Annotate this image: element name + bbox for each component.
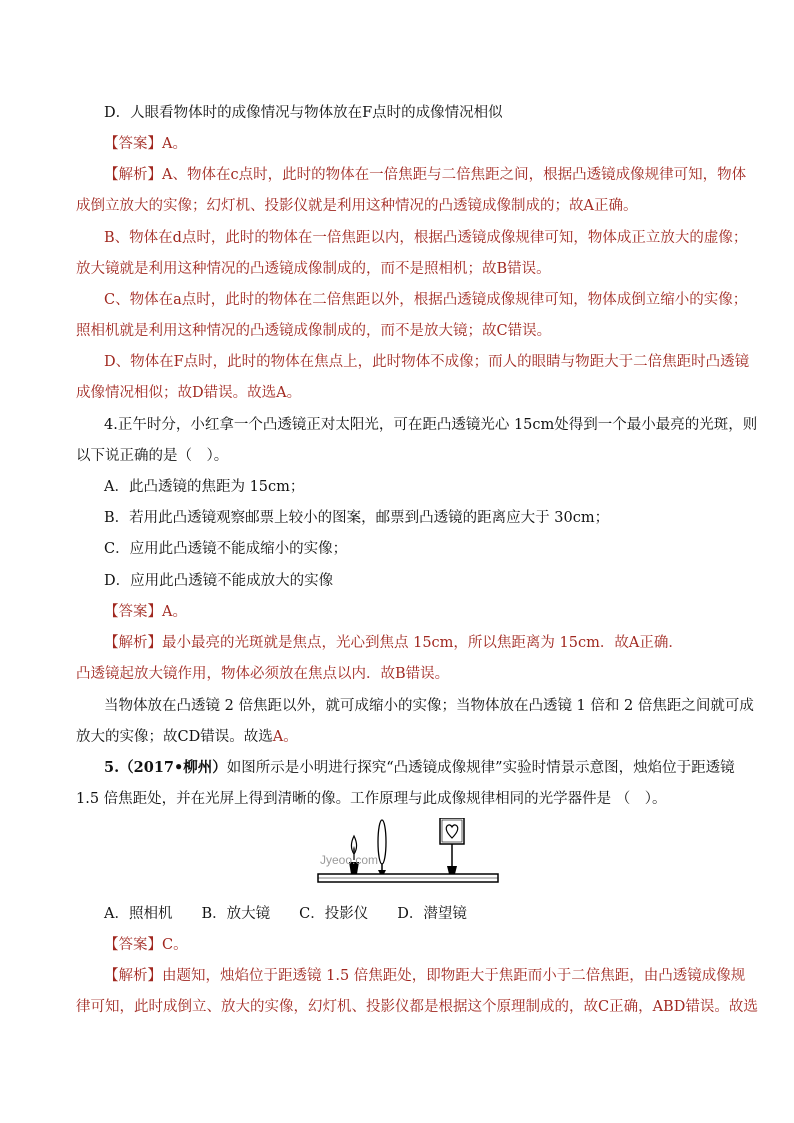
q5-options: A．照相机 B．放大镜 C．投影仪 D．潜望镜	[104, 906, 467, 922]
q5-analysis-line2: 律可知，此时成倒立、放大的实像，幻灯机、投影仪都是根据这个原理制成的，故C正确，ABD错误。故选	[76, 999, 758, 1015]
q4-option-d: D．应用此凸透镜不能成放大的实像	[104, 573, 334, 589]
figure-watermark: Jyeoo.com	[320, 853, 379, 867]
q4-analysis-line3: 当物体放在凸透镜 2 倍焦距以外，就可成缩小的实像；当物体放在凸透镜 1 倍和 2 倍焦距之间就可成	[104, 698, 754, 714]
analysis-label: 【解析】	[104, 968, 162, 984]
q4-analysis-line2: 凸透镜起放大镜作用，物体必须放在焦点以内．故B错误。	[76, 666, 450, 682]
analysis-label: 【解析】	[104, 167, 162, 183]
analysis-label: 【解析】	[104, 635, 162, 651]
q3-analysis-line1	[104, 165, 746, 185]
q4-analysis-line4	[76, 727, 298, 747]
q3-analysis-line6: 照相机就是利用这种情况的凸透镜成像制成的，而不是放大镜；故C错误。	[76, 323, 552, 339]
answer-label: 【答案】	[104, 136, 162, 152]
q5-analysis-line1	[104, 966, 745, 986]
light-screen	[440, 818, 464, 874]
q4-option-b: B．若用此凸透镜观察邮票上较小的图案，邮票到凸透镜的距离应大于 30cm；	[104, 510, 610, 526]
q3-option-d: D．人眼看物体时的成像情况与物体放在F点时的成像情况相似	[104, 105, 503, 121]
q5-stem-line1	[104, 758, 735, 778]
q4-option-a: A．此凸透镜的焦距为 15cm；	[104, 479, 305, 495]
q4-stem-line2: 以下说正确的是（ ）。	[76, 448, 229, 464]
q3-analysis-line4: 放大镜就是利用这种情况的凸透镜成像制成的，而不是照相机；故B错误。	[76, 261, 551, 277]
q4-stem-line1: 4.正午时分，小红拿一个凸透镜正对太阳光，可在距凸透镜光心 15cm处得到一个最小最亮的光斑，则	[104, 417, 758, 433]
q4-analysis-line1	[104, 633, 683, 653]
q5-stem-line2: 1.5 倍焦距处，并在光屏上得到清晰的像。工作原理与此成像规律相同的光学器件是 （ ）。	[76, 791, 667, 807]
answer-label: 【答案】	[104, 937, 162, 953]
q4-option-c: C．应用此凸透镜不能成缩小的实像；	[104, 541, 348, 557]
answer-value: A。	[162, 604, 187, 620]
q3-answer	[104, 134, 187, 154]
analysis-text: 由题知，烛焰位于距透镜 1.5 倍焦距处，即物距大于焦距而小于二倍焦距，由凸透镜成像规	[162, 968, 746, 984]
answer-value: A。	[162, 136, 187, 152]
q4-answer	[104, 602, 187, 622]
optical-bench-figure	[316, 818, 500, 892]
convex-lens	[378, 820, 386, 874]
analysis-answer: A。	[272, 729, 298, 745]
answer-label: 【答案】	[104, 604, 162, 620]
q5-answer	[104, 935, 188, 955]
analysis-text: A、物体在c点时，此时的物体在一倍焦距与二倍焦距之间，根据凸透镜成像规律可知，物体	[162, 167, 747, 183]
q3-analysis-line5: C、物体在a点时，此时的物体在二倍焦距以外，根据凸透镜成像规律可知，物体成倒立缩小的实像；	[104, 292, 748, 308]
q3-analysis-line7: D、物体在F点时，此时的物体在焦点上，此时物体不成像；而人的眼睛与物距大于二倍焦距时凸透镜	[104, 354, 750, 370]
answer-value: C。	[162, 937, 188, 953]
analysis-text: 放大的实像；故CD错误。故选	[76, 729, 273, 745]
q5-source: 5.（2017•柳州）	[104, 759, 227, 776]
q3-analysis-line3: B、物体在d点时，此时的物体在一倍焦距以内，根据凸透镜成像规律可知，物体成正立放大的虚像；	[104, 230, 748, 246]
q3-analysis-line2: 成倒立放大的实像；幻灯机、投影仪就是利用这种情况的凸透镜成像制成的；故A正确。	[76, 198, 638, 214]
q3-analysis-line8: 成像情况相似；故D错误。故选A。	[76, 385, 302, 401]
analysis-text: 最小最亮的光斑就是焦点，光心到焦点 15cm，所以焦距离为 15cm．故A正确．	[162, 635, 683, 651]
q5-stem-text: 如图所示是小明进行探究“凸透镜成像规律”实验时情景示意图，烛焰位于距透镜	[226, 760, 735, 776]
